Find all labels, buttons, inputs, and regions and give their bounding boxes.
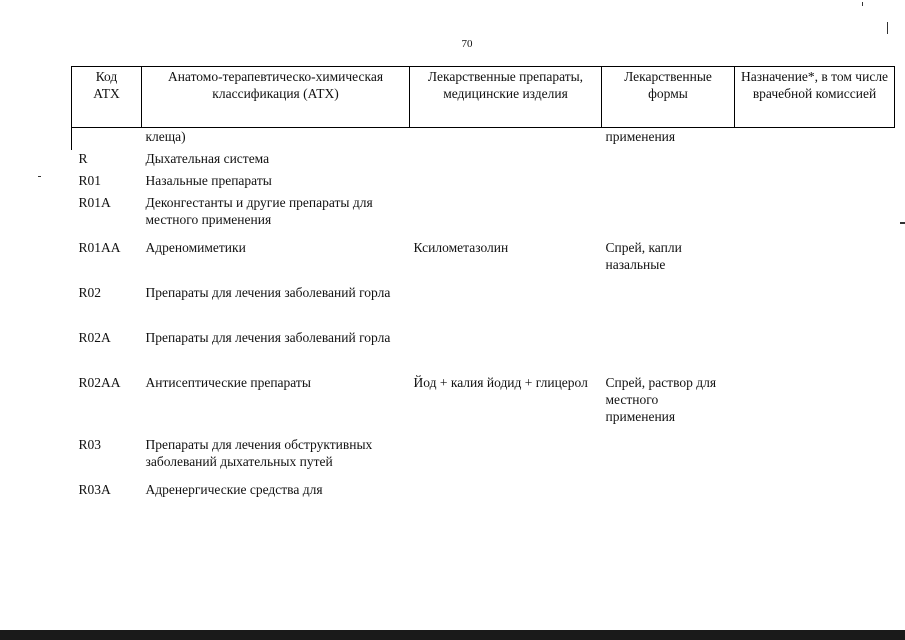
cell-code: R02AA bbox=[78, 375, 121, 390]
cell-drugs: Йод + калия йодид + глицерол bbox=[413, 375, 588, 390]
table-body bbox=[72, 128, 895, 502]
cell-forms bbox=[602, 329, 735, 374]
cell-drugs bbox=[410, 436, 602, 481]
cell-code: R02 bbox=[78, 285, 102, 300]
cell-classification: Препараты для лечения заболеваний горла bbox=[145, 285, 391, 300]
cell-drugs bbox=[410, 481, 602, 501]
cell-classification: Препараты для лечения обструктивных заболеваний дыхательных путей bbox=[145, 437, 373, 469]
cell-code: R01A bbox=[78, 195, 111, 210]
scan-artifact bbox=[887, 22, 888, 34]
cell-code: R01AA bbox=[78, 240, 121, 255]
cell-drugs bbox=[410, 284, 602, 329]
cell-forms: Спрей, раствор для местного применения bbox=[605, 375, 717, 424]
cell-classification: Дыхательная система bbox=[145, 151, 270, 166]
table-row bbox=[72, 374, 895, 436]
cell-code: R01 bbox=[78, 173, 102, 188]
header-forms: Лекарственные формы bbox=[602, 67, 735, 128]
cell-classification: Антисептические препараты bbox=[145, 375, 311, 390]
table-row bbox=[72, 150, 895, 172]
cell-forms bbox=[602, 436, 735, 481]
cell-classification: Препараты для лечения заболеваний горла bbox=[145, 330, 391, 345]
cell-code: R bbox=[78, 151, 88, 166]
scan-artifact bbox=[862, 2, 863, 6]
header-drugs: Лекарственные препараты, медицинские изделия bbox=[410, 67, 602, 128]
cell-purpose bbox=[735, 172, 895, 194]
cell-purpose bbox=[735, 481, 895, 501]
cell-drugs bbox=[410, 172, 602, 194]
cell-classification: Адреномиметики bbox=[145, 240, 246, 255]
cell-classification: клеща) bbox=[145, 129, 186, 144]
cell-forms bbox=[602, 150, 735, 172]
scan-edge-bar bbox=[0, 630, 905, 640]
cell-code bbox=[72, 128, 142, 151]
cell-forms bbox=[602, 284, 735, 329]
header-purpose: Назначение*, в том числе врачебной комиссией bbox=[735, 67, 895, 128]
table-row bbox=[72, 329, 895, 374]
cell-forms: Спрей, капли назальные bbox=[605, 240, 682, 272]
cell-classification: Назальные препараты bbox=[145, 173, 272, 188]
table-row bbox=[72, 481, 895, 501]
cell-forms bbox=[602, 172, 735, 194]
table-row bbox=[72, 436, 895, 481]
scan-artifact bbox=[900, 222, 905, 224]
cell-drugs bbox=[410, 128, 602, 151]
table-header bbox=[72, 67, 895, 128]
cell-purpose bbox=[735, 239, 895, 284]
cell-purpose bbox=[735, 128, 895, 151]
cell-forms bbox=[602, 194, 735, 239]
cell-purpose bbox=[735, 194, 895, 239]
header-code: Код АТХ bbox=[72, 67, 142, 128]
page-number: 70 bbox=[461, 38, 473, 50]
cell-purpose bbox=[735, 374, 895, 436]
cell-drugs bbox=[410, 329, 602, 374]
cell-purpose bbox=[735, 329, 895, 374]
table-row bbox=[72, 239, 895, 284]
cell-classification: Деконгестанты и другие препараты для местного применения bbox=[145, 195, 373, 227]
table-row bbox=[72, 284, 895, 329]
cell-drugs bbox=[410, 150, 602, 172]
cell-drugs bbox=[410, 194, 602, 239]
cell-purpose bbox=[735, 436, 895, 481]
cell-drugs: Ксилометазолин bbox=[413, 240, 509, 255]
cell-purpose bbox=[735, 150, 895, 172]
table-row bbox=[72, 194, 895, 239]
cell-purpose bbox=[735, 284, 895, 329]
header-classification: Анатомо-терапевтическо-химическая классификация (АТХ) bbox=[142, 67, 410, 128]
cell-code: R02A bbox=[78, 330, 111, 345]
atx-table bbox=[71, 66, 895, 501]
scan-artifact bbox=[38, 176, 41, 177]
cell-classification: Адренергические средства для bbox=[145, 482, 323, 497]
cell-forms: применения bbox=[605, 129, 676, 144]
table-row bbox=[72, 172, 895, 194]
cell-forms bbox=[602, 481, 735, 501]
cell-code: R03 bbox=[78, 437, 102, 452]
continuation-row bbox=[72, 128, 895, 151]
cell-code: R03A bbox=[78, 482, 111, 497]
